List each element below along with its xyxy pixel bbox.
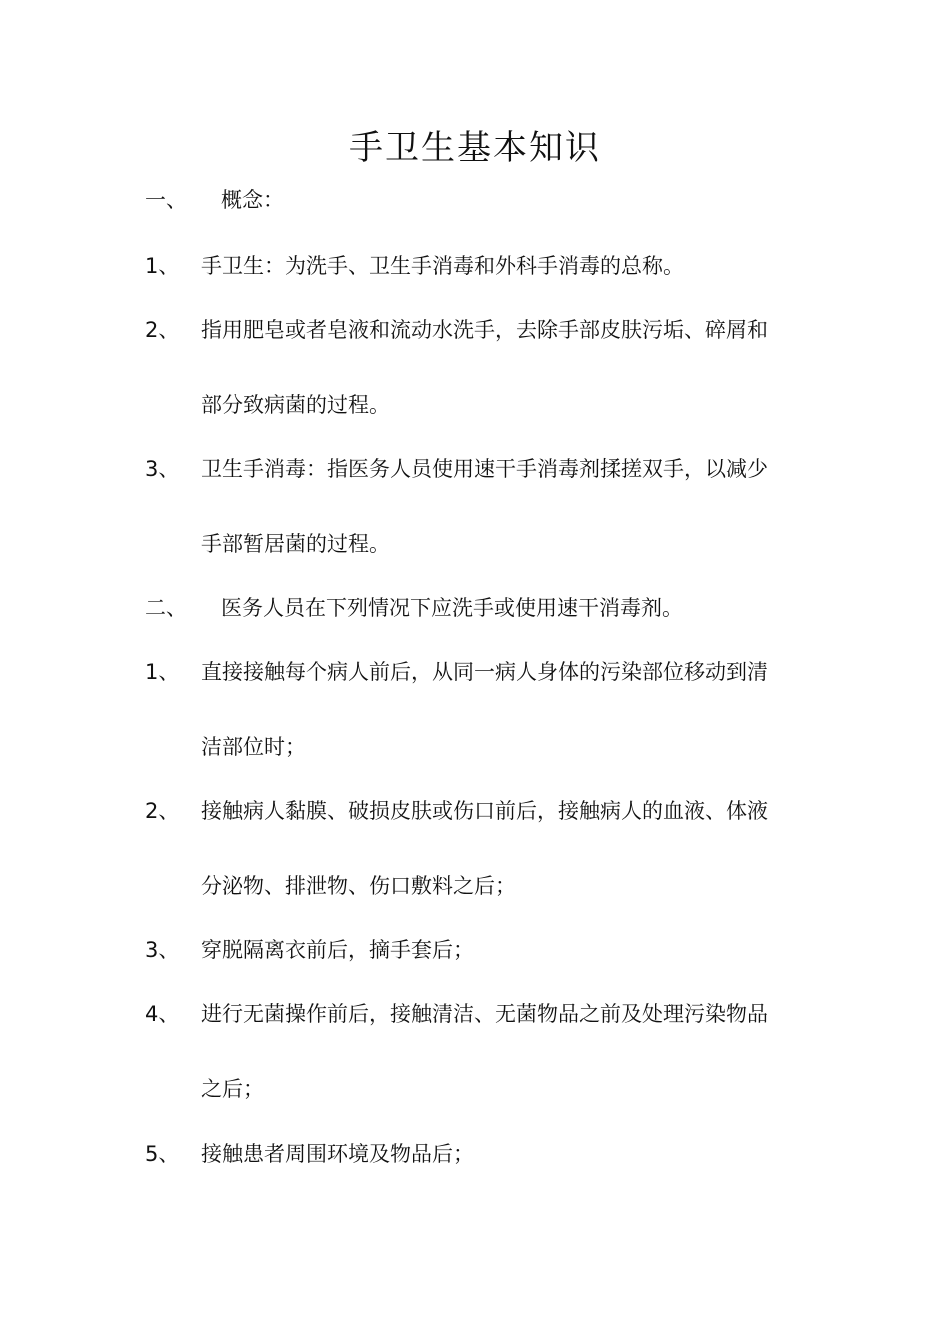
item-text-continuation: 之后； — [201, 1077, 264, 1101]
item-text: 手卫生：为洗手、卫生手消毒和外科手消毒的总称。 — [201, 254, 684, 278]
item-text: 接触病人黏膜、破损皮肤或伤口前后，接触病人的血液、体液 — [201, 799, 768, 823]
section-heading-text: 概念： — [221, 188, 284, 212]
item-text-continuation: 手部暂居菌的过程。 — [201, 532, 390, 556]
item-marker: 2、 — [145, 318, 180, 342]
item-marker: 5、 — [145, 1142, 180, 1166]
item-marker: 2、 — [145, 799, 180, 823]
item-marker: 1、 — [145, 660, 180, 684]
item-text: 指用肥皂或者皂液和流动水洗手，去除手部皮肤污垢、碎屑和 — [201, 318, 768, 342]
item-text: 接触患者周围环境及物品后； — [201, 1142, 474, 1166]
item-text: 直接接触每个病人前后，从同一病人身体的污染部位移动到清 — [201, 660, 768, 684]
item-marker: 3、 — [145, 938, 180, 962]
item-text-continuation: 分泌物、排泄物、伤口敷料之后； — [201, 874, 516, 898]
item-text: 卫生手消毒：指医务人员使用速干手消毒剂揉搓双手，以减少 — [201, 457, 768, 481]
item-marker: 3、 — [145, 457, 180, 481]
section-marker: 二、 — [145, 596, 187, 620]
item-marker: 1、 — [145, 254, 180, 278]
section-heading-text: 医务人员在下列情况下应洗手或使用速干消毒剂。 — [221, 596, 683, 620]
item-text: 穿脱隔离衣前后，摘手套后； — [201, 938, 474, 962]
item-text-continuation: 部分致病菌的过程。 — [201, 393, 390, 417]
page-title: 手卫生基本知识 — [349, 128, 601, 168]
section-marker: 一、 — [145, 188, 187, 212]
item-marker: 4、 — [145, 1002, 180, 1026]
item-text: 进行无菌操作前后，接触清洁、无菌物品之前及处理污染物品 — [201, 1002, 768, 1026]
item-text-continuation: 洁部位时； — [201, 735, 306, 759]
